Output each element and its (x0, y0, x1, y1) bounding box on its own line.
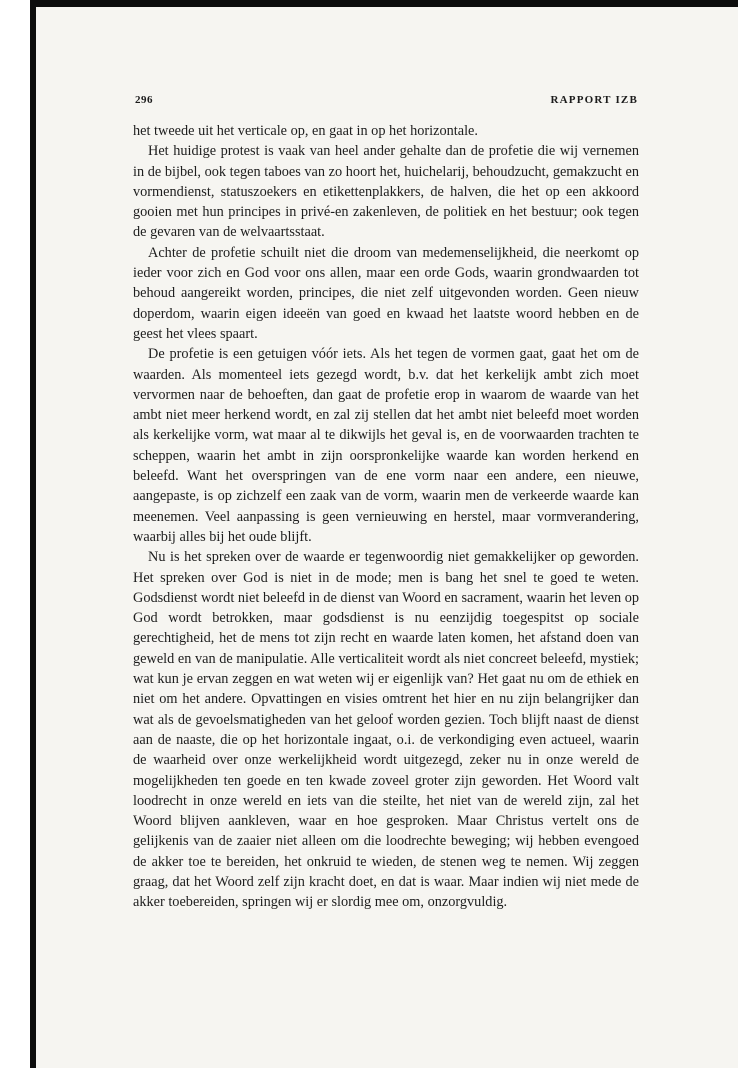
running-head: RAPPORT IZB (550, 94, 638, 106)
paragraph-getuigen: De profetie is een getuigen vóór iets. Als het tegen de vormen gaat, gaat het om de waarden. Als momenteel iets gezegd wordt, b.v. dat het kerkelijk ambt zich moet vervormen naar de behoeften, dan gaat de profetie erop in waarom de waarde van het ambt niet meer herkend wordt, en zal zij stellen dat het ambt niet beleefd moet worden als kerkelijke vorm, wat maar al te dikwijls het geval is, en de voorwaarden trachten te scheppen, waarin het ambt in zijn oorspronkelijke waarde kan worden herkend en beleefd. Want het overspringen van de ene vorm naar een andere, een nieuwe, aangepaste, is op zichzelf een zaak van de vorm, waarin men de verkeerde waarde kan meenemen. Veel aanpassing is geen vernieuwing en herstel, maar vormverandering, waarbij alles bij het oude blijft. (133, 346, 639, 545)
paragraph-medemenselijkheid: Achter de profetie schuilt niet die droom van medemenselijkheid, die neerkomt op ieder voor zich en God voor ons allen, maar een orde Gods, waarin grondwaarden tot behoud aangereikt worden, principes, die niet zelf uitgevonden worden. Geen nieuw doperdom, waarin eigen ideeën van goed en kwaad het laatste woord hebben en de geest het vlees spaart. (133, 244, 639, 342)
paragraph-continued: het tweede uit het verticale op, en gaat in op het horizontale. (133, 123, 478, 139)
paragraph-spreken-over-waarde: Nu is het spreken over de waarde er tegenwoordig niet gemakkelijker op geworden. Het spreken over God is niet in de mode; men is bang het snel te goed te weten. Godsdienst wordt niet beleefd in de dienst van Woord en sacrament, waarin het leven op God wordt betrokken, maar godsdienst is nu eenzijdig toegespitst op sociale gerechtigheid, het de mens tot zijn recht en waarde laten komen, het afstand doen van geweld en van de manipulatie. Alle verticaliteit wordt als niet concreet beleefd, mystiek; wat kun je ervan zeggen en wat weten wij er eigenlijk van? Het gaat nu om de ethiek en niet om het andere. Opvattingen en visies omtrent het hier en nu zijn belangrijker dan wat als de gevoelsmatigheden van het geloof worden gezien. Toch blijft naast de dienst aan de naaste, die op het horizontale ingaat, o.i. de verkondiging even actueel, waarin de waarheid over onze werkelijkheid wordt uitgezegd, zeker nu in onze wereld de mogelijkheden ten goede en ten kwade zoveel groter zijn geworden. Het Woord valt loodrecht in onze wereld en iets van die steilte, het niet van de wereld zijn, zal het Woord blijven aankleven, waar en hoe gesproken. Maar Christus vertelt ons de gelijkenis van de zaaier niet alleen om die loodrechte beweging; wij hebben evengoed de akker toe te bereiden, het onkruid te wieden, de stenen weg te nemen. Wij zeggen graag, dat het Woord zelf zijn kracht doet, en dat is waar. Maar indien wij niet mede de akker toebereiden, springen wij er slordig mee om, onzorgvuldig. (133, 549, 639, 911)
page-number: 296 (135, 94, 153, 106)
body-text (133, 121, 639, 913)
scan-border-top (30, 0, 738, 7)
page-header (135, 94, 638, 112)
paragraph-protest: Het huidige protest is vaak van heel ander gehalte dan de profetie die wij vernemen in de bijbel, ook tegen taboes van zo hoort het, huichelarij, behoudzucht, gemakzucht en vormendienst, statuszoekers en etikettenplakkers, de halven, die het op een akkoord gooien met hun principes in privé-en zakenleven, de politiek en het bestuur; ook tegen de gevaren van de welvaartsstaat. (133, 143, 639, 241)
